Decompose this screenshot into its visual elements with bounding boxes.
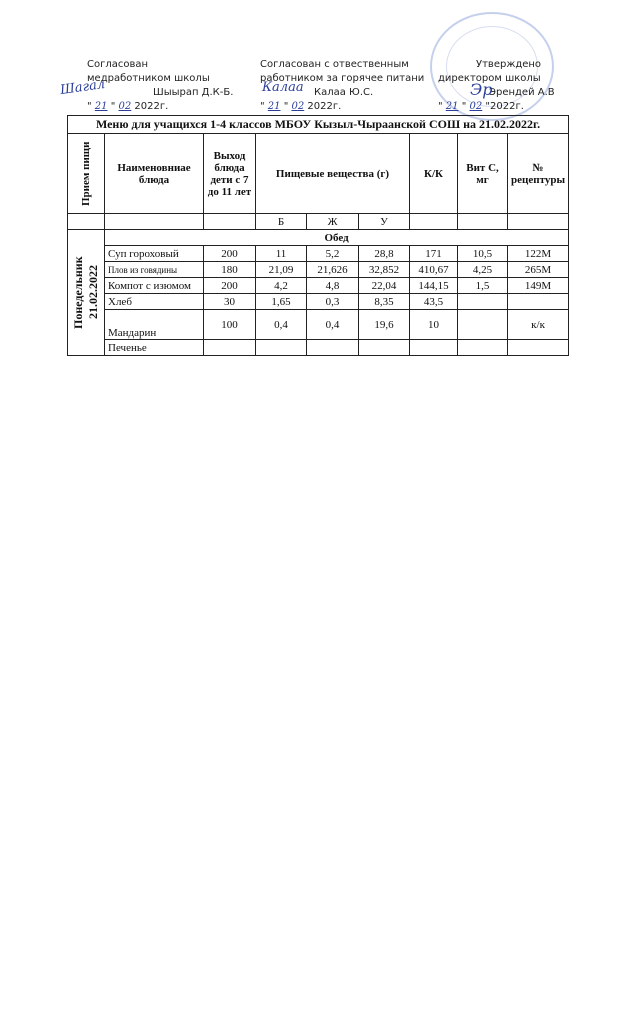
dish-yield: 200 — [204, 246, 256, 262]
dish-zh: 0,3 — [307, 294, 359, 310]
table-row — [68, 294, 569, 310]
dish-u: 32,852 — [359, 262, 410, 278]
dish-vitc — [458, 294, 508, 310]
dish-kk: 171 — [410, 246, 458, 262]
sub-empty-5 — [458, 214, 508, 230]
approval-food-day: 21 — [267, 101, 281, 112]
dish-kk: 410,67 — [410, 262, 458, 278]
dish-b — [256, 340, 307, 356]
approval-director-month: 02 — [469, 101, 483, 112]
sub-empty-6 — [508, 214, 569, 230]
table-row — [68, 278, 569, 294]
approval-food-year: 2022г. — [307, 101, 342, 112]
dish-b: 0,4 — [256, 310, 307, 340]
approval-food-date: " 21 " 02 2022г. — [260, 101, 342, 112]
dish-zh: 21,626 — [307, 262, 359, 278]
menu-table — [67, 115, 569, 356]
sub-u: У — [359, 214, 410, 230]
dish-u: 8,35 — [359, 294, 410, 310]
dish-vitc — [458, 310, 508, 340]
header-yield: Выход блюда дети с 7 до 11 лет — [204, 134, 256, 214]
dish-b: 1,65 — [256, 294, 307, 310]
header-kk: К/К — [410, 134, 458, 214]
dish-vitc: 4,25 — [458, 262, 508, 278]
sub-zh: Ж — [307, 214, 359, 230]
sub-empty-3 — [204, 214, 256, 230]
approval-medic-line2: медработником школы — [87, 73, 210, 84]
dish-recipe: 122М — [508, 246, 569, 262]
table-row — [68, 310, 569, 340]
approval-food-name: Калаа Ю.С. — [314, 87, 374, 98]
approval-medic — [87, 58, 233, 114]
sub-empty-2 — [105, 214, 204, 230]
dish-u — [359, 340, 410, 356]
approval-medic-year: 2022г. — [134, 101, 169, 112]
sub-empty-4 — [410, 214, 458, 230]
dish-name: Компот с изюмом — [105, 278, 204, 294]
signature-food: Калаа — [262, 80, 304, 95]
dish-b: 21,09 — [256, 262, 307, 278]
day-label: Понедельник 21.02.2022 — [71, 256, 100, 329]
header-dish: Наименовниае блюда — [105, 134, 204, 214]
approval-director-day: 21 — [445, 101, 459, 112]
signature-medic: Шагал — [59, 76, 107, 99]
signature-director: Эр — [470, 80, 493, 99]
sub-empty-1 — [68, 214, 105, 230]
dish-yield: 200 — [204, 278, 256, 294]
approval-medic-name-line — [87, 86, 233, 100]
dish-vitc: 10,5 — [458, 246, 508, 262]
dish-b: 11 — [256, 246, 307, 262]
header-vitc: Вит С, мг — [458, 134, 508, 214]
dish-u: 28,8 — [359, 246, 410, 262]
dish-recipe — [508, 340, 569, 356]
dish-yield: 180 — [204, 262, 256, 278]
dish-b: 4,2 — [256, 278, 307, 294]
dish-kk: 144,15 — [410, 278, 458, 294]
dish-zh: 4,8 — [307, 278, 359, 294]
approval-food-line1: Согласован с отвественным — [260, 59, 409, 70]
dish-zh — [307, 340, 359, 356]
approval-director-line1: Утверждено — [476, 59, 542, 70]
dish-name: Печенье — [105, 340, 204, 356]
approval-medic-name: Шыырап Д.К-Б. — [153, 87, 234, 98]
dish-zh: 0,4 — [307, 310, 359, 340]
approval-medic-day: 21 — [94, 101, 108, 112]
menu-title: Меню для учащихся 1-4 классов МБОУ Кызыл-Чыраанской СОШ на 21.02.2022г. — [68, 116, 569, 134]
sub-b: Б — [256, 214, 307, 230]
dish-recipe: к/к — [508, 310, 569, 340]
dish-name: Хлеб — [105, 294, 204, 310]
header-nutrients: Пищевые вещества (г) — [256, 134, 410, 214]
header-recipe: № рецептуры — [508, 134, 569, 214]
dish-kk — [410, 340, 458, 356]
dish-name: Плов из говядины — [105, 262, 204, 278]
approval-medic-line1: Согласован — [87, 59, 149, 70]
dish-kk: 43,5 — [410, 294, 458, 310]
approval-director-name-line — [438, 86, 555, 100]
dish-recipe: 149М — [508, 278, 569, 294]
dish-name: Суп гороховый — [105, 246, 204, 262]
dish-zh: 5,2 — [307, 246, 359, 262]
header-meal-label: Прием пищи — [80, 141, 92, 206]
approval-director-name: Эрендей А.В — [489, 87, 555, 98]
approval-director-year: "2022г. — [485, 101, 524, 112]
approval-medic-date: " 21 " 02 2022г. — [87, 101, 169, 112]
approval-food-month: 02 — [291, 101, 305, 112]
dish-vitc: 1,5 — [458, 278, 508, 294]
dish-yield: 100 — [204, 310, 256, 340]
dish-u: 19,6 — [359, 310, 410, 340]
approval-director — [438, 58, 555, 114]
table-row — [68, 246, 569, 262]
header-meal — [68, 134, 105, 214]
dish-kk: 10 — [410, 310, 458, 340]
approval-director-date: " 21 " 02 "2022г. — [438, 101, 524, 112]
approval-director-line2: директором школы — [438, 73, 541, 84]
dish-u: 22,04 — [359, 278, 410, 294]
dish-name: Мандарин — [105, 310, 204, 340]
approval-medic-month: 02 — [118, 101, 132, 112]
approval-food-line2: работником за горячее питани — [260, 73, 425, 84]
dish-yield: 30 — [204, 294, 256, 310]
section-lunch: Обед — [105, 230, 569, 246]
day-cell — [68, 230, 105, 356]
dish-recipe — [508, 294, 569, 310]
dish-recipe: 265М — [508, 262, 569, 278]
table-row — [68, 340, 569, 356]
dish-vitc — [458, 340, 508, 356]
dish-yield — [204, 340, 256, 356]
table-row — [68, 262, 569, 278]
